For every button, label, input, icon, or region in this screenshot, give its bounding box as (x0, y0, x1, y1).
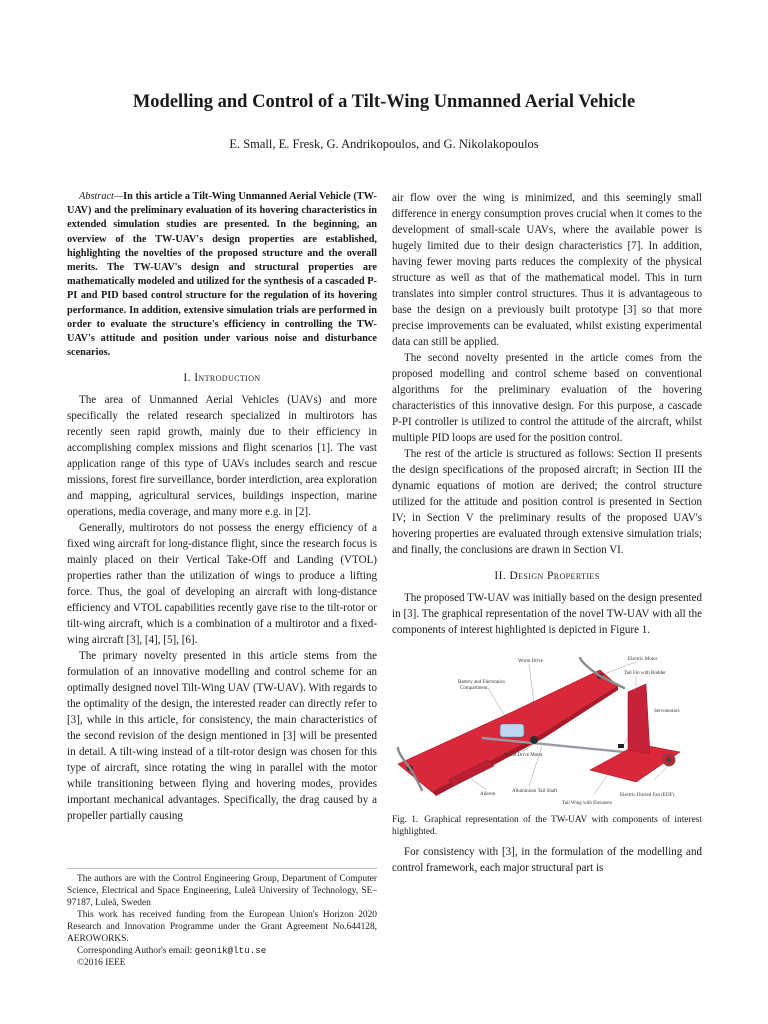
left-column (67, 190, 377, 824)
abstract: Abstract—In this article a Tilt-Wing Unmanned Aerial Vehicle (TW-UAV) and the preliminary evaluation of its hovering characteristics in extended simulation studies are presented. In the beginning, an overview of the TW-UAV's design properties are established, highlighting the novelties of the proposed structure and the overall merits. The TW-UAV's design and structural properties are mathematically modeled and utilized for the synthesis of a cascaded P-PI and PID based control structure for the regulation of its hovering performance. In addition, extensive simulation trials are performed in order to evaluate the structure's efficiency in controlling the TW-UAV's attitude and position under various noise and disturbance scenarios. (67, 191, 377, 359)
label-battery: Battery and Electronics (458, 680, 505, 685)
figure-caption: Fig. 1. Graphical representation of the TW-UAV with components of interest highlighted. (392, 815, 703, 837)
intro-paragraph-2: Generally, multirotors do not possess the energy efficiency of a fixed wing aircraft for long-distance flight, since the research focus is mainly placed on their Vertical Take-Off and Landing (VTOL) properties rather than the utilization of wings to produce a lifting force. Thus, the goal of developing an aircraft with long-distance efficiency and VTOL capabilities recently gave rise to the tilt-rotor or tilt-wing aircraft, which is a combination of a multirotor and a fixed-wing aircraft [3], [4], [5], [6]. (67, 522, 377, 647)
intro-paragraph-3: The primary novelty presented in this article stems from the formulation of an innovative modelling and control scheme for an optimally designed novel Tilt-Wing UAV (TW-UAV). With regards to the optimality of the design, the interested reader can directly refer to [3], while in this article, for consistency, the main characteristics of the second revision of the design mentioned in [3] will be presented in detail. A tilt-wing instead of a tilt-rotor design was chosen for this type of aircraft, since rotating the wing in parallel with the motor while transitioning between flying and hovering modes, provides important mechanical advantages. Specifically, the drag caused by a propeller partially causing (67, 650, 377, 823)
footnote-funding: This work has received funding from the European Union's Horizon 2020 Research and Innovation Programme under the Grant Agreement No.644128, AEROWORKS. (67, 910, 377, 944)
label-edf: Electric Ducted Fan (EDF) (620, 793, 675, 798)
footnotes (67, 868, 377, 969)
right-paragraph-3: The rest of the article is structured as follows: Section II presents the design specifications of the proposed aircraft; in Section III the dynamic equations of motion are derived; the control structure utilized for the attitude and position control is presented in Section IV; in Section V the preliminary results of the proposed UAV's hovering properties are evaluated through extensive simulation trials; and finally, the conclusions are drawn in Section VI. (392, 448, 702, 556)
footnote-copyright: ©2016 IEEE (77, 958, 126, 968)
worm-drive-motor (530, 736, 538, 744)
footnote-affiliation: The authors are with the Control Engineering Group, Department of Computer Science, Electrical and Space Engineering, Luleå University of Technology, SE–97187, Luleå, Sweden (67, 874, 377, 908)
design-paragraph-1: The proposed TW-UAV was initially based on the design presented in [3]. The graphical representation of the novel TW-UAV with all the components of interest highlighted is depicted in Figure 1. (392, 592, 702, 636)
label-worm-drive-motor: Worm Drive Motor (504, 753, 543, 758)
label-tail-wing: Tail Wing with Elevators (562, 801, 613, 806)
section-heading-introduction: I. Introduction (183, 372, 261, 385)
final-paragraph: For consistency with [3], in the formulation of the modelling and control framework, each major structural part is (392, 846, 702, 874)
label-servomotors: Servomotors (654, 709, 680, 714)
intro-paragraph-1: The area of Unmanned Aerial Vehicles (UAVs) and more specifically the related research specialized in multirotors has recently seen rapid growth, mainly due to their efficiency in accomplishing complex missions and flight scenarios [1]. The vast application range of this type of UAVs includes search and rescue missions, forest fire surveillance, border interdiction, area exploration and mapping, agricultural services, buildings inspection, marine operations, media coverage, and many more e.g. in [2]. (67, 394, 377, 519)
right-column (392, 190, 702, 876)
abstract-text: In this article a Tilt-Wing Unmanned Aerial Vehicle (TW-UAV) and the preliminary evaluation of its hovering characteristics in extended simulation studies are presented. In the beginning, an overview of the TW-UAV's design properties are established, highlighting the novelties of the proposed structure and the overall merits. The TW-UAV's design and structural properties are mathematically modeled and utilized for the synthesis of a cascaded P-PI and PID based control structure for the regulation of its hovering performance. In addition, extensive simulation trials are performed in order to evaluate the structure's efficiency in controlling the TW-UAV's attitude and position under various noise and disturbance scenarios. (67, 191, 377, 359)
label-electric-motor: Electric Motor (628, 657, 658, 662)
corresponding-email[interactable]: geonik@ltu.se (194, 945, 267, 956)
servomotors (618, 744, 624, 748)
battery-compartment (500, 724, 524, 737)
author-list: E. Small, E. Fresk, G. Andrikopoulos, and G. Nikolakopoulos (229, 137, 539, 151)
tw-uav-illustration (392, 652, 702, 814)
footnote-corresponding: Corresponding Author's email: geonik@ltu.se (77, 945, 267, 956)
label-compartment: Compartment (460, 686, 488, 691)
footnote-rule (67, 868, 377, 869)
section-heading-design-properties: II. Design Properties (494, 570, 600, 582)
abstract-label: Abstract (79, 191, 114, 202)
paper-title: Modelling and Control of a Tilt-Wing Unmanned Aerial Vehicle (132, 92, 636, 112)
label-tail-shaft: Alluminium Tail Shaft (512, 789, 558, 794)
label-aileron: Aileron (480, 792, 496, 797)
figure-1 (392, 652, 702, 838)
label-worm-drive: Worm Drive (518, 659, 544, 664)
label-tail-fin: Tail Fin with Rudder (624, 671, 666, 676)
right-paragraph-2: The second novelty presented in the article comes from the proposed modelling and control scheme based on conventional algorithms for the preliminary evaluation of the hovering characteristics of this innovative design. For this purpose, a cascade P-PI controller is utilized to control the attitude of the aircraft, whilst multiple PID loops are used for the position control. (392, 352, 702, 444)
right-paragraph-1: air flow over the wing is minimized, and this seemingly small difference in energy consumption proves crucial when it comes to the development of small-scale UAVs, where the available power is hugely limited due to their design characteristics [7]. In addition, having fewer moving parts reduces the complexity of the physical structure as well as that of the mathematical model. This in turn translates into simpler control structures. Thus it is advantageous to base the design on a previously built prototype [3] so that more precise improvements can be evaluated, whilst existing experimental data can still be applied. (392, 192, 702, 348)
